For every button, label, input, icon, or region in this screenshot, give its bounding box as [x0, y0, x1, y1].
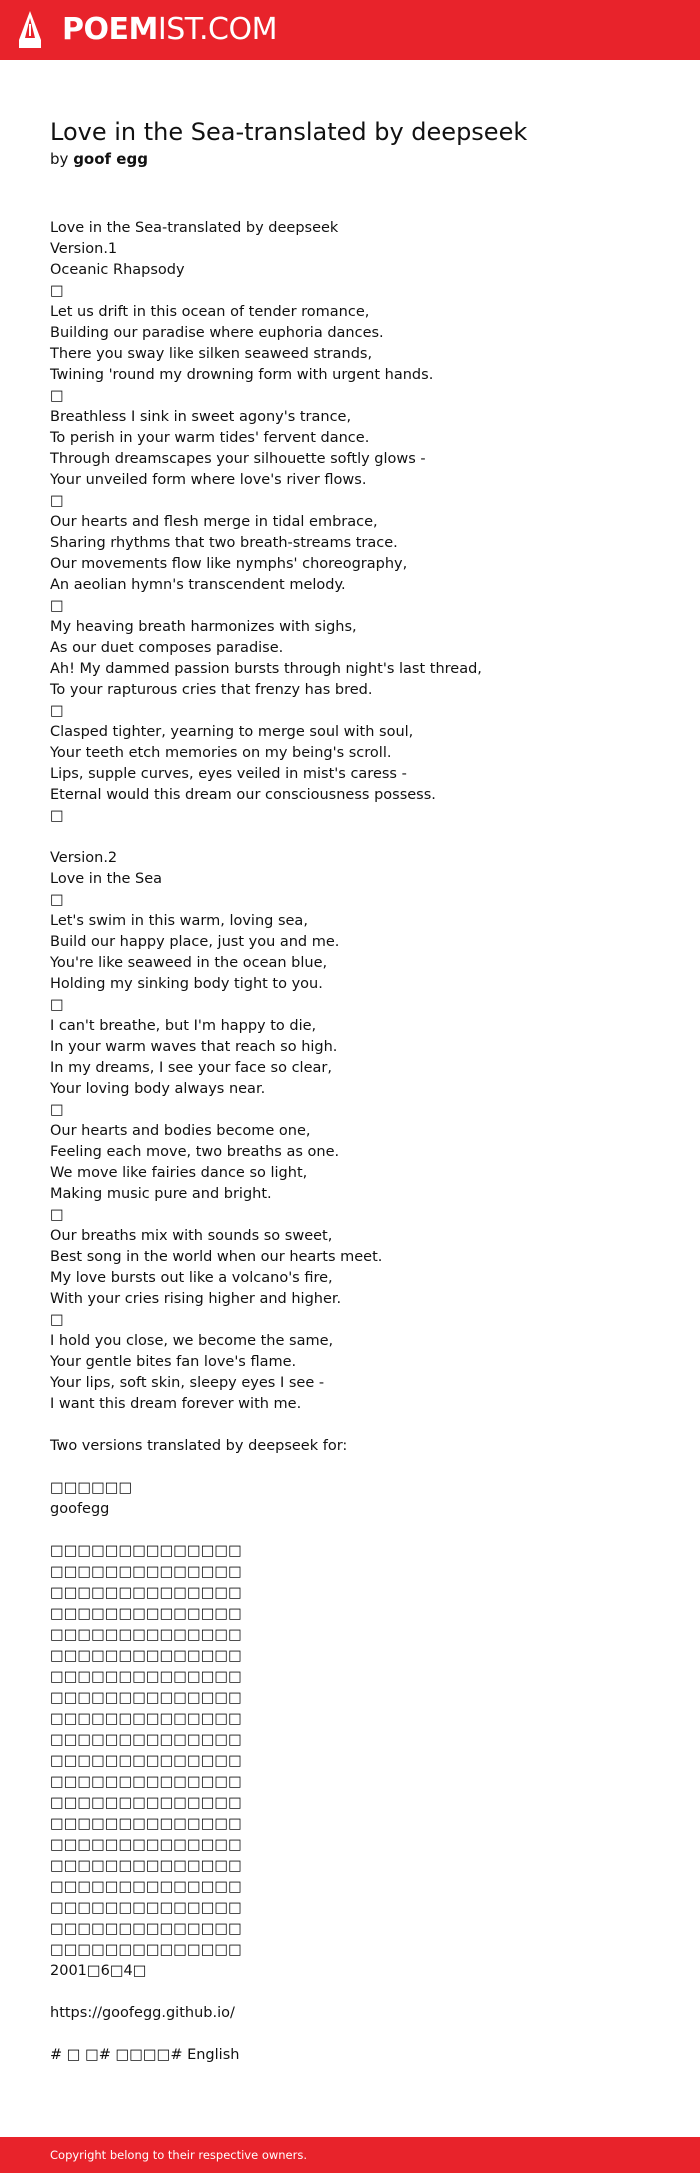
poem-line: □□□□□□□□□□□□□□	[50, 1585, 242, 1601]
poem-line	[50, 1982, 650, 2003]
poem-line: □□□□□□□□□□□□□□	[50, 1858, 242, 1874]
poem-line: □	[50, 493, 64, 509]
byline	[50, 148, 650, 170]
poem-line: □	[50, 283, 64, 299]
poem-line: My heaving breath harmonizes with sighs,	[50, 619, 357, 635]
poem-line: Our hearts and flesh merge in tidal embrace,	[50, 514, 378, 530]
poem-line	[50, 2024, 650, 2045]
poem-line: □□□□□□□□□□□□□□	[50, 1921, 242, 1937]
poem-line	[50, 1457, 650, 1478]
poem-line: Our breaths mix with sounds so sweet,	[50, 1228, 333, 1244]
poem-line: To perish in your warm tides' fervent dance.	[50, 430, 370, 446]
poem-line: □□□□□□□□□□□□□□	[50, 1879, 242, 1895]
poem-line: You're like seaweed in the ocean blue,	[50, 955, 328, 971]
poem-line: In my dreams, I see your face so clear,	[50, 1060, 332, 1076]
poem-line	[50, 1520, 650, 1541]
poem-line: Version.1	[50, 241, 118, 257]
poem-line: □□□□□□□□□□□□□□	[50, 1606, 242, 1622]
poem-line: As our duet composes paradise.	[50, 640, 284, 656]
poem-line: □	[50, 1312, 64, 1328]
poem-line: We move like fairies dance so light,	[50, 1165, 308, 1181]
poem-line: □□□□□□□□□□□□□□	[50, 1543, 242, 1559]
poem-line: □□□□□□□□□□□□□□	[50, 1732, 242, 1748]
poem-line: □□□□□□□□□□□□□□	[50, 1816, 242, 1832]
poem-line: Build our happy place, just you and me.	[50, 934, 340, 950]
poem-line: Our movements flow like nymphs' choreography,	[50, 556, 408, 572]
poem-title: Love in the Sea-translated by deepseek	[50, 118, 528, 146]
poem-line: □	[50, 808, 64, 824]
poem-line: I hold you close, we become the same,	[50, 1333, 334, 1349]
site-footer	[0, 2137, 700, 2173]
poem-line: To your rapturous cries that frenzy has bred.	[50, 682, 373, 698]
poem-line: □□□□□□□□□□□□□□	[50, 1753, 242, 1769]
poem-line: □	[50, 703, 64, 719]
poem-line: Your lips, soft skin, sleepy eyes I see -	[50, 1375, 325, 1391]
poem-line: □□□□□□□□□□□□□□	[50, 1837, 242, 1853]
poem-line: □□□□□□□□□□□□□□	[50, 1795, 242, 1811]
poem-line: Making music pure and bright.	[50, 1186, 272, 1202]
poem-line: # □ □# □□□□# English	[50, 2047, 240, 2063]
poem-line: Two versions translated by deepseek for:	[50, 1438, 348, 1454]
poem-line: Sharing rhythms that two breath-streams trace.	[50, 535, 398, 551]
poem-line: Building our paradise where euphoria dances.	[50, 325, 384, 341]
site-header	[0, 0, 700, 60]
poem-line: Holding my sinking body tight to you.	[50, 976, 323, 992]
poem-line: □□□□□□□□□□□□□□	[50, 1774, 242, 1790]
author-link[interactable]: goof egg	[73, 150, 148, 168]
poem-line: I can't breathe, but I'm happy to die,	[50, 1018, 317, 1034]
poem-line: Your loving body always near.	[50, 1081, 266, 1097]
poem-line: □	[50, 892, 64, 908]
poem-line: My love bursts out like a volcano's fire,	[50, 1270, 333, 1286]
poem-line: Love in the Sea	[50, 871, 163, 887]
poem-line: There you sway like silken seaweed strands,	[50, 346, 373, 362]
poem-line: □	[50, 388, 64, 404]
poem-line: Breathless I sink in sweet agony's trance,	[50, 409, 352, 425]
poem-line: Let us drift in this ocean of tender romance,	[50, 304, 370, 320]
poem-line: Version.2	[50, 850, 118, 866]
poem-line: □□□□□□□□□□□□□□	[50, 1648, 242, 1664]
pen-nib-icon[interactable]	[18, 10, 42, 50]
poem-line: Oceanic Rhapsody	[50, 262, 185, 278]
site-logo[interactable]	[62, 11, 277, 49]
poem-line: Our hearts and bodies become one,	[50, 1123, 311, 1139]
poem-line: □□□□□□□□□□□□□□	[50, 1900, 242, 1916]
poem-line: □□□□□□□□□□□□□□	[50, 1711, 242, 1727]
poem-line: Clasped tighter, yearning to merge soul with soul,	[50, 724, 414, 740]
poem-body	[50, 218, 650, 2066]
poem-line	[50, 1415, 650, 1436]
copyright-text: Copyright belong to their respective owners.	[50, 2148, 308, 2162]
poem-line: Eternal would this dream our consciousness possess.	[50, 787, 436, 803]
poem-line: □	[50, 997, 64, 1013]
poem-line: □□□□□□□□□□□□□□	[50, 1564, 242, 1580]
poem-line: □□□□□□□□□□□□□□	[50, 1669, 242, 1685]
poem-line: Lips, supple curves, eyes veiled in mist's caress -	[50, 766, 407, 782]
poem-line	[50, 827, 650, 848]
poem-line: https://goofegg.github.io/	[50, 2005, 235, 2021]
poem-line: □□□□□□□□□□□□□□	[50, 1690, 242, 1706]
logo-bold-text: POEM	[62, 12, 158, 47]
poem-line: Feeling each move, two breaths as one.	[50, 1144, 340, 1160]
poem-line: Ah! My dammed passion bursts through night's last thread,	[50, 661, 482, 677]
poem-line: Through dreamscapes your silhouette softly glows -	[50, 451, 426, 467]
poem-line: In your warm waves that reach so high.	[50, 1039, 338, 1055]
by-label: by	[50, 150, 69, 168]
poem-article	[50, 116, 650, 2066]
logo-light-text: IST.COM	[157, 12, 277, 47]
poem-line: □□□□□□	[50, 1480, 133, 1496]
poem-line: Your gentle bites fan love's flame.	[50, 1354, 297, 1370]
poem-line: I want this dream forever with me.	[50, 1396, 302, 1412]
poem-line: goofegg	[50, 1501, 110, 1517]
poem-line: Your teeth etch memories on my being's scroll.	[50, 745, 392, 761]
poem-line: 2001□6□4□	[50, 1963, 147, 1979]
poem-line: With your cries rising higher and higher.	[50, 1291, 342, 1307]
poem-line: □	[50, 1207, 64, 1223]
poem-line: □□□□□□□□□□□□□□	[50, 1942, 242, 1958]
poem-line: □	[50, 598, 64, 614]
poem-line: □	[50, 1102, 64, 1118]
poem-line: Let's swim in this warm, loving sea,	[50, 913, 308, 929]
poem-line: □□□□□□□□□□□□□□	[50, 1627, 242, 1643]
poem-line: Love in the Sea-translated by deepseek	[50, 220, 339, 236]
poem-line: Best song in the world when our hearts meet.	[50, 1249, 383, 1265]
poem-line: Your unveiled form where love's river flows.	[50, 472, 367, 488]
poem-line: An aeolian hymn's transcendent melody.	[50, 577, 346, 593]
poem-line: Twining 'round my drowning form with urgent hands.	[50, 367, 434, 383]
